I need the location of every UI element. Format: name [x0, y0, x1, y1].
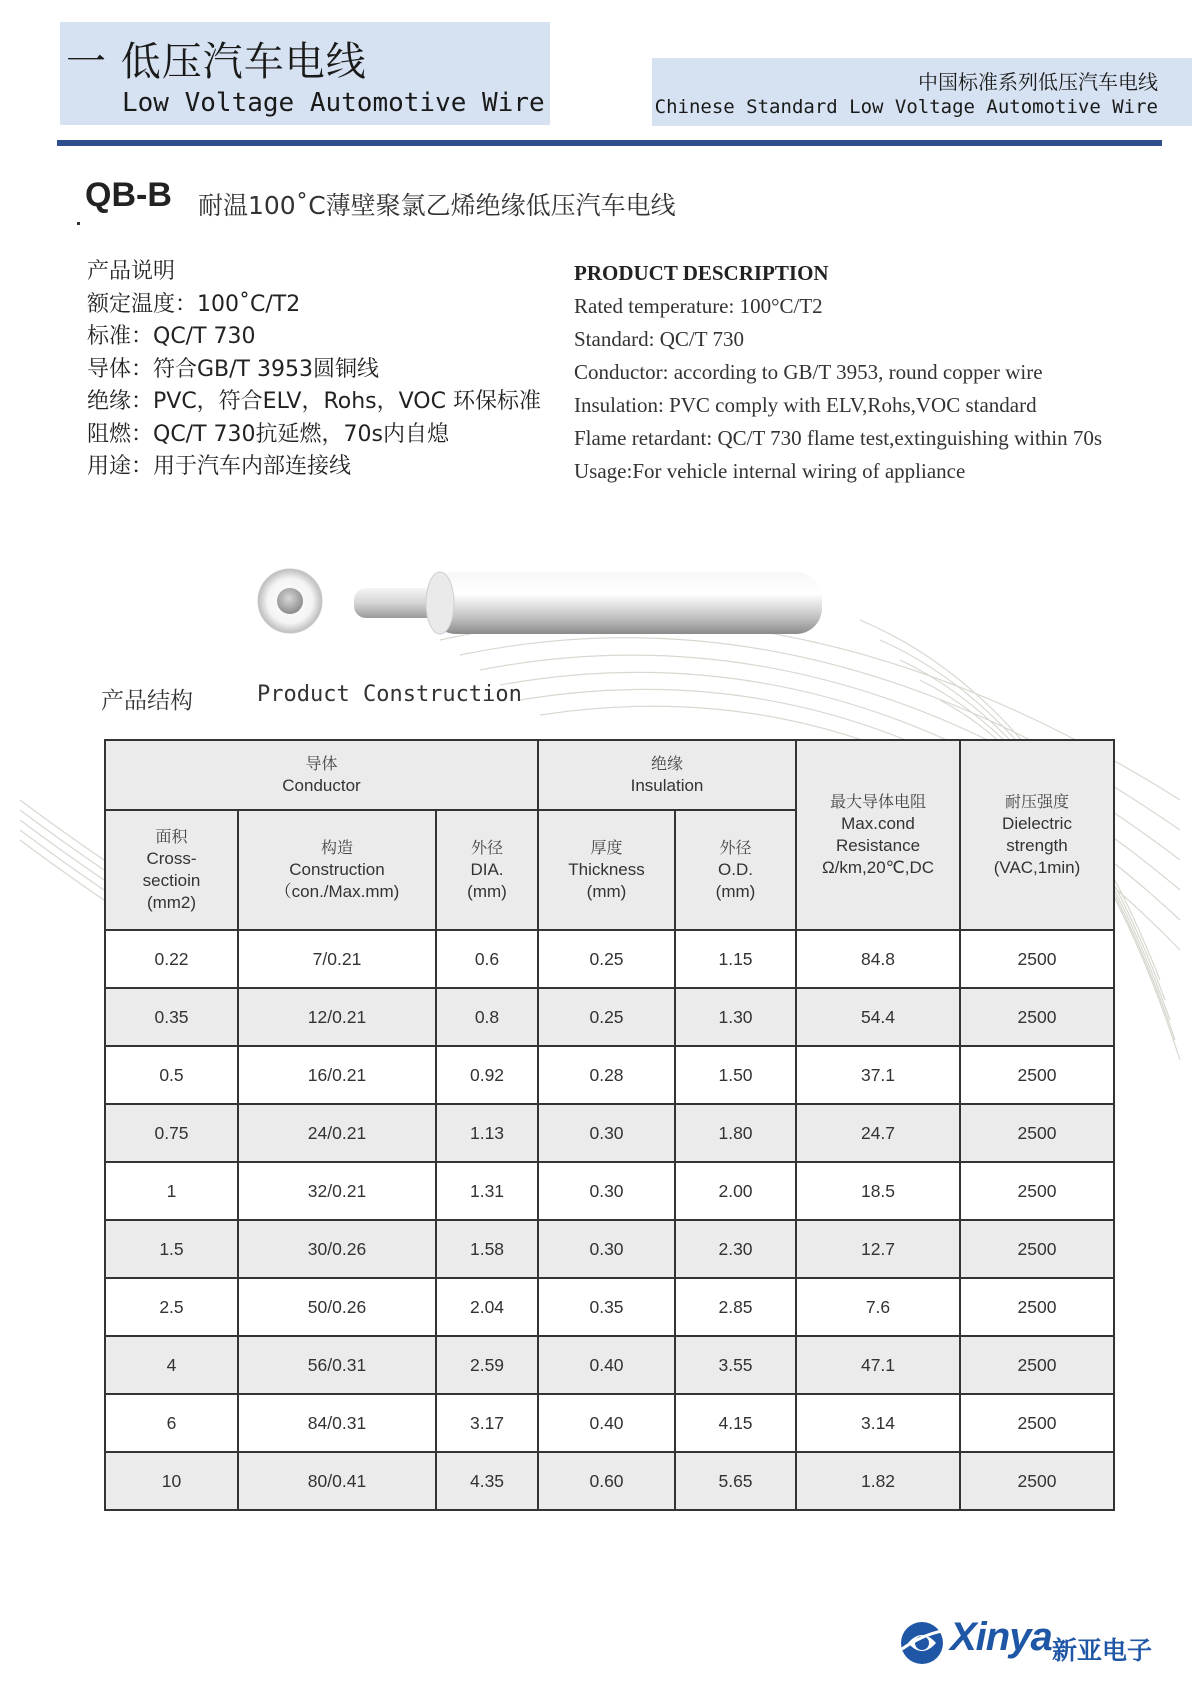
- cell-area: 0.35: [105, 988, 238, 1046]
- cell-od: 1.50: [675, 1046, 796, 1104]
- cell-thickness: 0.40: [538, 1336, 675, 1394]
- cell-thickness: 0.30: [538, 1162, 675, 1220]
- header-insulation: 绝缘 Insulation: [538, 740, 796, 810]
- cell-resistance: 37.1: [796, 1046, 960, 1104]
- company-logo: [898, 1617, 1168, 1671]
- header-construction: 构造 Construction （con./Max.mm): [238, 810, 436, 930]
- cell-dia: 1.31: [436, 1162, 538, 1220]
- cell-dia: 1.58: [436, 1220, 538, 1278]
- cell-construction: 32/0.21: [238, 1162, 436, 1220]
- cell-dia: 0.92: [436, 1046, 538, 1104]
- cell-construction: 80/0.41: [238, 1452, 436, 1510]
- cell-dielectric: 2500: [960, 930, 1114, 988]
- cell-construction: 12/0.21: [238, 988, 436, 1046]
- product-code: QB-B: [85, 176, 172, 214]
- table-row: [105, 1336, 1114, 1394]
- cell-dielectric: 2500: [960, 1278, 1114, 1336]
- header-conductor: 导体 Conductor: [105, 740, 538, 810]
- cell-dielectric: 2500: [960, 1220, 1114, 1278]
- header-thickness: 厚度 Thickness (mm): [538, 810, 675, 930]
- description-cn-line: 产品说明: [87, 259, 176, 284]
- cell-od: 2.00: [675, 1162, 796, 1220]
- description-cn: [87, 256, 541, 484]
- cell-area: 1: [105, 1162, 238, 1220]
- table-row: [105, 1046, 1114, 1104]
- cell-od: 5.65: [675, 1452, 796, 1510]
- cell-area: 0.5: [105, 1046, 238, 1104]
- cell-thickness: 0.25: [538, 988, 675, 1046]
- header-resistance: 最大导体电阻 Max.cond Resistance Ω/km,20℃,DC: [796, 740, 960, 930]
- cell-thickness: 0.30: [538, 1220, 675, 1278]
- description-en-line: Usage:For vehicle internal wiring of appliance: [574, 459, 966, 483]
- description-en-line: Insulation: PVC comply with ELV,Rohs,VOC standard: [574, 393, 1037, 417]
- header-od: 外径 O.D. (mm): [675, 810, 796, 930]
- description-en: [574, 257, 1102, 488]
- table-row: [105, 988, 1114, 1046]
- cell-dielectric: 2500: [960, 1162, 1114, 1220]
- table-row: [105, 1104, 1114, 1162]
- description-cn-line: 阻燃：QC/T 730抗延燃，70s内自熄: [87, 421, 449, 447]
- cell-resistance: 84.8: [796, 930, 960, 988]
- description-en-line: Rated temperature: 100°C/T2: [574, 294, 823, 318]
- cell-dia: 2.59: [436, 1336, 538, 1394]
- table-row: [105, 1394, 1114, 1452]
- cell-resistance: 12.7: [796, 1220, 960, 1278]
- cell-resistance: 24.7: [796, 1104, 960, 1162]
- spec-table: [104, 739, 1115, 1511]
- wire-cross-section: [258, 569, 322, 633]
- cell-od: 1.15: [675, 930, 796, 988]
- cell-resistance: 3.14: [796, 1394, 960, 1452]
- cell-dielectric: 2500: [960, 1452, 1114, 1510]
- cell-construction: 24/0.21: [238, 1104, 436, 1162]
- cell-resistance: 54.4: [796, 988, 960, 1046]
- section-title-en: Product Construction: [257, 682, 522, 707]
- cell-thickness: 0.28: [538, 1046, 675, 1104]
- header-dia: 外径 DIA. (mm): [436, 810, 538, 930]
- table-row: [105, 1452, 1114, 1510]
- header-area: 面积 Cross- sectioin (mm2): [105, 810, 238, 930]
- cell-od: 3.55: [675, 1336, 796, 1394]
- cell-resistance: 47.1: [796, 1336, 960, 1394]
- cell-thickness: 0.60: [538, 1452, 675, 1510]
- cell-construction: 56/0.31: [238, 1336, 436, 1394]
- description-cn-line: 绝缘：PVC，符合ELV，Rohs，VOC 环保标准: [87, 389, 541, 414]
- table-row: [105, 1278, 1114, 1336]
- cell-dia: 1.13: [436, 1104, 538, 1162]
- cell-construction: 7/0.21: [238, 930, 436, 988]
- xinya-logo-icon: [898, 1619, 946, 1667]
- description-en-heading: PRODUCT DESCRIPTION: [574, 261, 829, 285]
- description-cn-line: 导体：符合GB/T 3953圆铜线: [87, 356, 379, 382]
- wire-side-view: [354, 572, 822, 634]
- cell-dielectric: 2500: [960, 1394, 1114, 1452]
- description-en-line: Conductor: according to GB/T 3953, round copper wire: [574, 360, 1043, 384]
- cell-area: 4: [105, 1336, 238, 1394]
- cell-od: 4.15: [675, 1394, 796, 1452]
- section-title-cn: 产品结构: [101, 688, 193, 714]
- description-cn-line: 额定温度：100˚C/T2: [87, 291, 301, 317]
- cell-dia: 2.04: [436, 1278, 538, 1336]
- cell-od: 1.30: [675, 988, 796, 1046]
- cell-dia: 0.8: [436, 988, 538, 1046]
- cell-thickness: 0.30: [538, 1104, 675, 1162]
- wire-illustration: [250, 560, 890, 660]
- header-divider: [57, 140, 1162, 146]
- cell-od: 2.30: [675, 1220, 796, 1278]
- logo-name-cn: 新亚电子: [1052, 1636, 1153, 1665]
- cell-area: 2.5: [105, 1278, 238, 1336]
- cell-area: 0.22: [105, 930, 238, 988]
- product-title: 耐温100˚C薄壁聚氯乙烯绝缘低压汽车电线: [198, 191, 676, 220]
- header-series-cn: 中国标准系列低压汽车电线: [918, 70, 1158, 94]
- cell-area: 6: [105, 1394, 238, 1452]
- cell-od: 2.85: [675, 1278, 796, 1336]
- stray-dot: [77, 222, 80, 225]
- cell-thickness: 0.40: [538, 1394, 675, 1452]
- header-series-box: [652, 58, 1192, 126]
- cell-dielectric: 2500: [960, 988, 1114, 1046]
- cell-thickness: 0.35: [538, 1278, 675, 1336]
- description-cn-line: 标准：QC/T 730: [87, 324, 256, 349]
- cell-dia: 4.35: [436, 1452, 538, 1510]
- cell-dielectric: 2500: [960, 1104, 1114, 1162]
- cell-construction: 50/0.26: [238, 1278, 436, 1336]
- cell-resistance: 18.5: [796, 1162, 960, 1220]
- cell-od: 1.80: [675, 1104, 796, 1162]
- cell-dielectric: 2500: [960, 1046, 1114, 1104]
- table-header-row: [105, 740, 1114, 810]
- table-row: [105, 1220, 1114, 1278]
- cell-area: 1.5: [105, 1220, 238, 1278]
- cell-construction: 84/0.31: [238, 1394, 436, 1452]
- cell-dia: 0.6: [436, 930, 538, 988]
- table-row: [105, 930, 1114, 988]
- cell-area: 10: [105, 1452, 238, 1510]
- cell-area: 0.75: [105, 1104, 238, 1162]
- description-cn-line: 用途：用于汽车内部连接线: [87, 454, 352, 479]
- header-title-cn: 一 低压汽车电线: [66, 39, 367, 85]
- header-series-en: Chinese Standard Low Voltage Automotive Wire: [654, 96, 1158, 118]
- cell-thickness: 0.25: [538, 930, 675, 988]
- description-en-line: Standard: QC/T 730: [574, 327, 744, 351]
- description-en-line: Flame retardant: QC/T 730 flame test,extinguishing within 70s: [574, 426, 1103, 450]
- logo-brand: Xinya: [950, 1615, 1052, 1659]
- header-dielectric: 耐压强度 Dielectric strength (VAC,1min): [960, 740, 1114, 930]
- table-row: [105, 1162, 1114, 1220]
- header-title-en: Low Voltage Automotive Wire: [122, 88, 545, 118]
- cell-resistance: 1.82: [796, 1452, 960, 1510]
- cell-construction: 16/0.21: [238, 1046, 436, 1104]
- cell-resistance: 7.6: [796, 1278, 960, 1336]
- header-title-box: [60, 22, 550, 125]
- cell-construction: 30/0.26: [238, 1220, 436, 1278]
- cell-dielectric: 2500: [960, 1336, 1114, 1394]
- cell-dia: 3.17: [436, 1394, 538, 1452]
